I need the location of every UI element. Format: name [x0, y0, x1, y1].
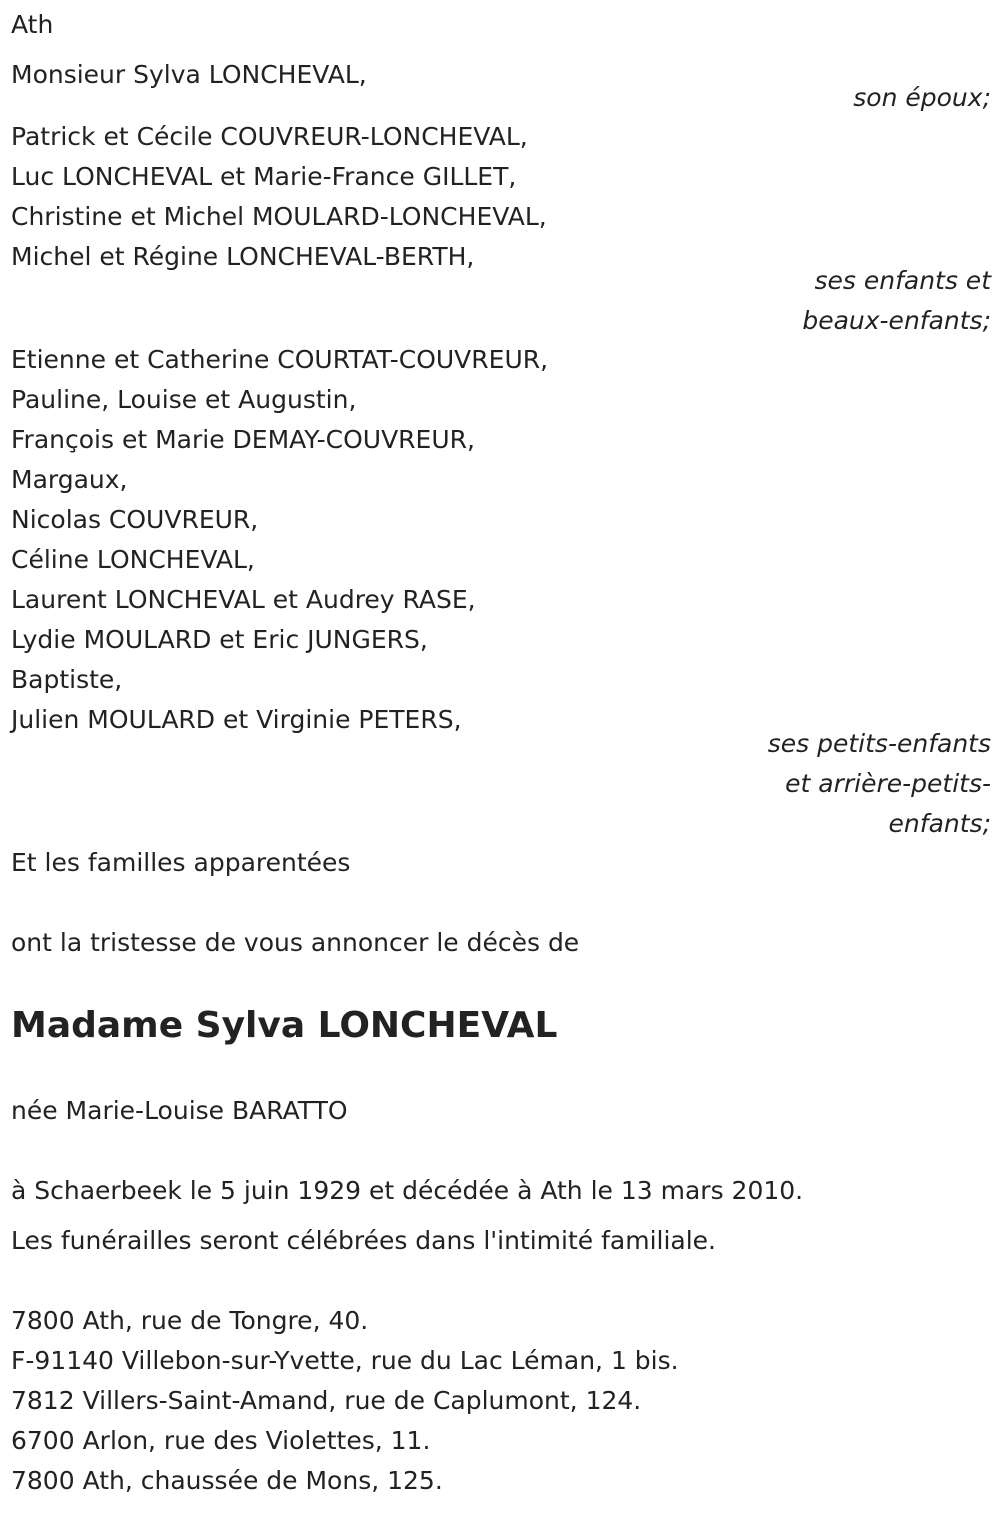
children-role-line: beaux-enfants;	[802, 306, 991, 335]
grandchildren-role-line: et arrière-petits-	[785, 769, 991, 798]
families-line: Et les familles apparentées	[11, 848, 351, 877]
address-line: 7812 Villers-Saint-Amand, rue de Caplumont, 124.	[11, 1386, 642, 1415]
grandchild-name: Nicolas COUVREUR,	[11, 505, 259, 534]
children-role-line: ses enfants et	[814, 266, 991, 295]
grandchild-name: Lydie MOULARD et Eric JUNGERS,	[11, 625, 428, 654]
funeral-line: Les funérailles seront célébrées dans l'intimité familiale.	[11, 1226, 717, 1255]
grandchild-name: Céline LONCHEVAL,	[11, 545, 255, 574]
address-line: 6700 Arlon, rue des Violettes, 11.	[11, 1426, 431, 1455]
address-line: 7800 Ath, chaussée de Mons, 125.	[11, 1466, 443, 1495]
grandchild-name: Margaux,	[11, 465, 128, 494]
grandchildren-role-line: ses petits-enfants	[767, 729, 991, 758]
grandchild-name: Laurent LONCHEVAL et Audrey RASE,	[11, 585, 476, 614]
deceased-name: Madame Sylva LONCHEVAL	[11, 1005, 558, 1046]
grandchild-name: Etienne et Catherine COURTAT-COUVREUR,	[11, 345, 549, 374]
maiden-name: née Marie-Louise BARATTO	[11, 1096, 348, 1125]
grandchild-name: Julien MOULARD et Virginie PETERS,	[11, 705, 462, 734]
grandchild-name: Pauline, Louise et Augustin,	[11, 385, 357, 414]
grandchild-name: François et Marie DEMAY-COUVREUR,	[11, 425, 475, 454]
child-name: Luc LONCHEVAL et Marie-France GILLET,	[11, 162, 517, 191]
grandchild-name: Baptiste,	[11, 665, 123, 694]
birth-death-line: à Schaerbeek le 5 juin 1929 et décédée à Ath le 13 mars 2010.	[11, 1176, 804, 1205]
grandchildren-role-line: enfants;	[888, 809, 991, 838]
address-line: F-91140 Villebon-sur-Yvette, rue du Lac Léman, 1 bis.	[11, 1346, 679, 1375]
spouse-role: son époux;	[853, 83, 991, 112]
child-name: Christine et Michel MOULARD-LONCHEVAL,	[11, 202, 547, 231]
address-line: 7800 Ath, rue de Tongre, 40.	[11, 1306, 369, 1335]
child-name: Michel et Régine LONCHEVAL-BERTH,	[11, 242, 475, 271]
location: Ath	[11, 10, 54, 39]
announcement-line: ont la tristesse de vous annoncer le décès de	[11, 928, 580, 957]
spouse-name: Monsieur Sylva LONCHEVAL,	[11, 60, 367, 89]
child-name: Patrick et Cécile COUVREUR-LONCHEVAL,	[11, 122, 528, 151]
